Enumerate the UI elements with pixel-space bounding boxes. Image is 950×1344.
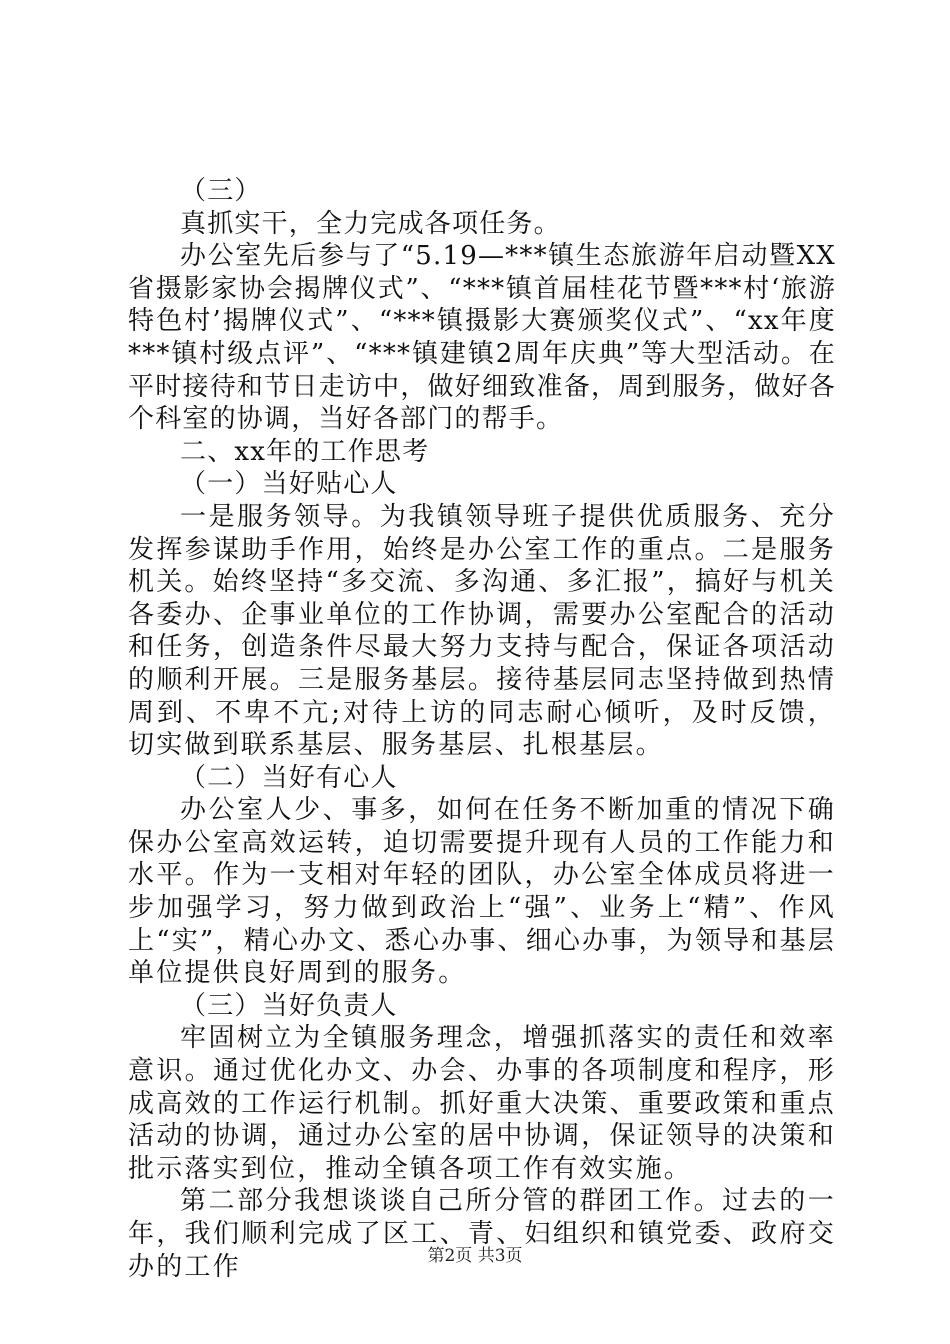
section-heading: （一）当好贴心人 [180,469,398,500]
paragraph: 一是服务领导。为我镇领导班子提供优质服务、充分发挥参谋助手作用，始终是办公室工作的重点。二是服务机关。始终坚持“多交流、多沟通、多汇报”，搞好与机关各委办、企事业单位的工作协调，需要办公室配合的活动和任务，创造条件尽最大努力支持与配合，保证各项活动的顺利开展。三是服务基层。接待基层同志坚持做到热情周到、不卑不亢;对待上访的同志耐心倾听，及时反馈，切实做到联系基层、服务基层、扎根基层。 [128,501,836,761]
section-heading: （三）当好负责人 [180,990,398,1021]
page-number-footer: 第2页 共3页 [427,1246,523,1266]
paragraph: 办公室人少、事多，如何在任务不断加重的情况下确保办公室高效运转，迫切需要提升现有人员的工作能力和水平。作为一支相对年轻的团队，办公室全体成员将进一步加强学习，努力做到政治上“强”、业务上“精”、作风上“实”，精心办文、悉心办事、细心办事，为领导和基层单位提供良好周到的服务。 [128,795,836,989]
document-body [128,175,836,1283]
paragraph: 第二部分我想谈谈自己所分管的群团工作。过去的一年，我们顺利完成了区工、青、妇组织和镇党委、政府交办的工作 [128,1186,836,1282]
section-heading: 二、xx年的工作思考 [180,436,430,467]
section-heading: （三） [180,176,262,206]
paragraph: 办公室先后参与了“5.19—***镇生态旅游年启动暨XX省摄影家协会揭牌仪式”、“***镇首届桂花节暨***村‘旅游特色村’揭牌仪式”、“***镇摄影大赛颁奖仪式”、“xx年度***镇村级点评”、“***镇建镇2周年庆典”等大型活动。在平时接待和节日走访中，做好细致准备，周到服务，做好各个科室的协调，当好各部门的帮手。 [128,241,836,435]
section-heading: （二）当好有心人 [180,762,398,793]
paragraph: 牢固树立为全镇服务理念，增强抓落实的责任和效率意识。通过优化办文、办会、办事的各项制度和程序，形成高效的工作运行机制。抓好重大决策、重要政策和重点活动的协调，通过办公室的居中协调，保证领导的决策和批示落实到位，推动全镇各项工作有效实施。 [128,1023,836,1184]
paragraph: 真抓实干，全力完成各项任务。 [180,208,561,239]
